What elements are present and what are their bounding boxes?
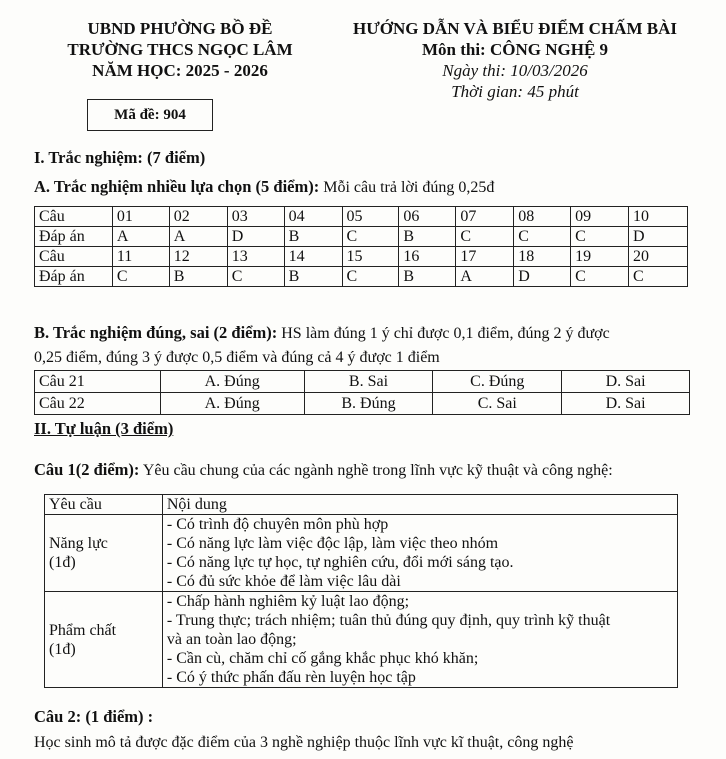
row-label: Câu 22 [35, 393, 161, 415]
table-cell: 12 [169, 247, 227, 267]
table-cell: C [342, 267, 399, 287]
table-cell: B [399, 267, 456, 287]
content-cell [162, 592, 677, 688]
table-cell: 13 [227, 247, 284, 267]
part1a-title: A. Trắc nghiệm nhiều lựa chọn (5 điểm): [34, 177, 320, 196]
content-cell [162, 515, 677, 592]
requirement-cell [45, 592, 163, 688]
mc-answer-table [34, 206, 688, 287]
table-cell: 11 [112, 247, 169, 267]
table-cell: 20 [629, 247, 688, 267]
table-cell: C [342, 227, 399, 247]
content-line: - Có ý thức phấn đấu rèn luyện học tập [166, 669, 416, 686]
header-right [330, 18, 700, 102]
requirement-line: (1đ) [49, 554, 76, 571]
row-label: Câu [35, 247, 113, 267]
table-cell: 18 [514, 247, 571, 267]
table-cell: A [456, 267, 514, 287]
exam-duration: Thời gian: 45 phút [451, 82, 579, 101]
content-line: và an toàn lao động; [166, 631, 297, 648]
part1-title: I. Trắc nghiệm: (7 điểm) [34, 148, 206, 167]
requirement-line: Năng lực [49, 535, 108, 552]
q1-heading [34, 460, 613, 480]
table-cell: C [514, 227, 571, 247]
table-cell: C [629, 267, 688, 287]
exam-date: Ngày thi: 10/03/2026 [442, 61, 588, 80]
table-cell: 09 [571, 207, 629, 227]
content-line: - Có trình độ chuyên môn phù hợp [166, 516, 389, 533]
requirement-line: Phẩm chất [49, 621, 117, 639]
table-cell: 17 [456, 247, 514, 267]
table-row [35, 371, 690, 393]
table-cell: 19 [571, 247, 629, 267]
content-line: - Chấp hành nghiêm kỷ luật lao động; [166, 593, 410, 610]
table-cell: 10 [629, 207, 688, 227]
q2-text: Học sinh mô tả được đặc điểm của 3 nghề nghiệp thuộc lĩnh vực kĩ thuật, công nghệ [34, 734, 574, 751]
content-line: - Trung thực; trách nhiệm; tuân thủ đúng quy định, quy trình kỹ thuật [166, 612, 611, 629]
row-label: Đáp án [35, 267, 113, 287]
table-row [45, 592, 678, 688]
table-row [35, 247, 688, 267]
table-cell: D. Sai [562, 393, 690, 415]
part1b-heading [34, 321, 714, 370]
table-cell: B [399, 227, 456, 247]
table-cell: C. Sai [433, 393, 562, 415]
requirement-line: (1đ) [49, 640, 76, 658]
table-cell: 03 [227, 207, 284, 227]
q1-title: Câu 1(2 điểm): [34, 460, 140, 479]
table-cell: B [284, 227, 342, 247]
table-cell: A. Đúng [160, 371, 304, 393]
table-cell: C [227, 267, 284, 287]
ward-name: UBND PHƯỜNG BỒ ĐỀ [87, 19, 273, 38]
table-cell: B. Đúng [304, 393, 433, 415]
row-label: Câu [35, 207, 113, 227]
table-cell: 04 [284, 207, 342, 227]
part1b-note-1: HS làm đúng 1 ý chỉ được 0,1 điểm, đúng 2 ý được [277, 325, 610, 342]
part1a-heading [34, 177, 494, 197]
table-cell: A. Đúng [160, 393, 304, 415]
col-header-requirement: Yêu cầu [45, 495, 163, 515]
content-line: - Cần cù, chăm chỉ cố gắng khắc phục khó khăn; [166, 650, 479, 667]
subject: Môn thi: CÔNG NGHỆ 9 [421, 40, 609, 59]
table-cell: 15 [342, 247, 399, 267]
q2-title: Câu 2: (1 điểm) : [34, 707, 154, 726]
col-header-content: Nội dung [162, 495, 677, 515]
row-label: Câu 21 [35, 371, 161, 393]
tf-answer-table [34, 370, 690, 415]
table-cell: 16 [399, 247, 456, 267]
table-cell: 05 [342, 207, 399, 227]
table-cell: A [112, 227, 169, 247]
table-cell: B [284, 267, 342, 287]
part1a-note: Mỗi câu trả lời đúng 0,25đ [319, 179, 495, 196]
table-cell: C [112, 267, 169, 287]
part1b-title: B. Trắc nghiệm đúng, sai (2 điểm): [34, 323, 278, 342]
table-cell: B. Sai [304, 371, 433, 393]
school-name: TRƯỜNG THCS NGỌC LÂM [67, 40, 293, 59]
row-label: Đáp án [35, 227, 113, 247]
content-line: - Có năng lực tự học, tự nghiên cứu, đổi mới sáng tạo. [166, 554, 514, 571]
table-cell: C [571, 227, 629, 247]
content-line: - Có đủ sức khỏe để làm việc lâu dài [166, 573, 401, 590]
table-cell: C [571, 267, 629, 287]
school-year: NĂM HỌC: 2025 - 2026 [92, 61, 268, 80]
q1-text: Yêu cầu chung của các ngành nghề trong lĩnh vực kỹ thuật và công nghệ: [139, 462, 613, 479]
table-cell: 01 [112, 207, 169, 227]
table-cell: 14 [284, 247, 342, 267]
part1b-note-2: 0,25 điểm, đúng 3 ý được 0,5 điểm và đúng cả 4 ý được 1 điểm [34, 349, 440, 366]
table-row [35, 227, 688, 247]
table-cell: C [456, 227, 514, 247]
table-cell: 07 [456, 207, 514, 227]
exam-code: Mã đề: 904 [114, 106, 186, 123]
content-line: - Có năng lực làm việc độc lập, làm việc theo nhóm [166, 535, 499, 552]
table-cell: C. Đúng [433, 371, 562, 393]
requirements-table [44, 494, 678, 688]
table-cell: D [227, 227, 284, 247]
part2-title: II. Tự luận (3 điểm) [34, 419, 174, 438]
table-cell: B [169, 267, 227, 287]
table-row [45, 515, 678, 592]
table-cell: D. Sai [562, 371, 690, 393]
table-row [35, 393, 690, 415]
table-cell: 02 [169, 207, 227, 227]
header-left [40, 18, 320, 81]
table-cell: 06 [399, 207, 456, 227]
table-cell: D [514, 267, 571, 287]
requirement-cell [45, 515, 163, 592]
table-cell: A [169, 227, 227, 247]
exam-code-box [87, 99, 213, 131]
doc-title: HƯỚNG DẪN VÀ BIỂU ĐIỂM CHẤM BÀI [353, 19, 677, 38]
table-row [35, 267, 688, 287]
table-row [35, 207, 688, 227]
table-cell: D [629, 227, 688, 247]
table-cell: 08 [514, 207, 571, 227]
